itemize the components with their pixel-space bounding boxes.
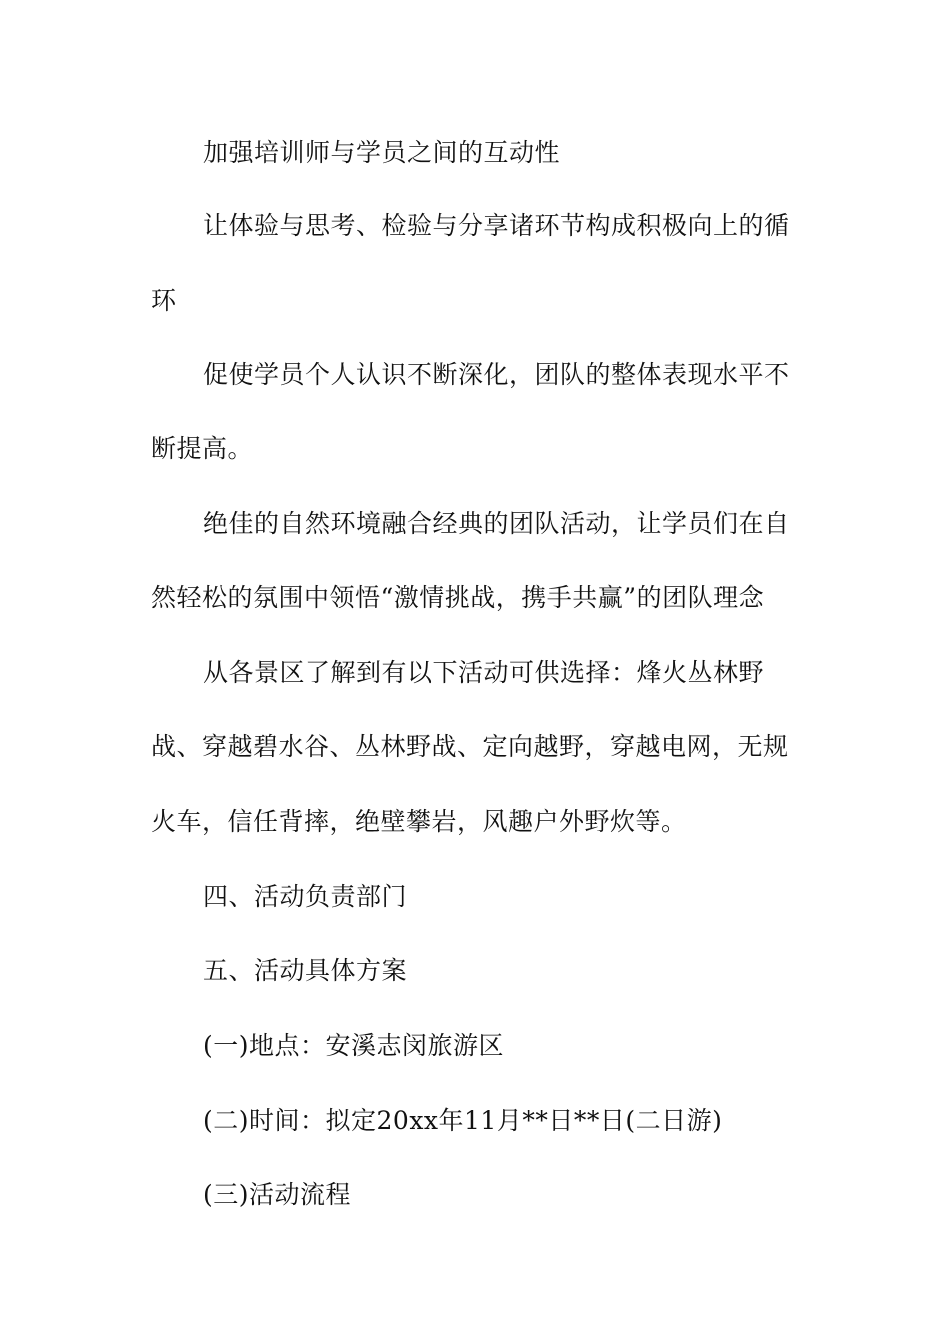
paragraph-line: 战、穿越碧水谷、丛林野战、定向越野，穿越电网，无规 — [151, 732, 789, 761]
paragraph-line: 促使学员个人认识不断深化，团队的整体表现水平不 — [203, 360, 790, 389]
paragraph-line: 让体验与思考、检验与分享诸环节构成积极向上的循 — [203, 211, 790, 240]
paragraph-line: 绝佳的自然环境融合经典的团队活动，让学员们在自 — [203, 509, 790, 538]
paragraph-line: 从各景区了解到有以下活动可供选择：烽火丛林野 — [203, 658, 765, 687]
list-item: (三)活动流程 — [203, 1180, 352, 1209]
list-item: (二)时间：拟定20xx年11月**日**日(二日游) — [203, 1106, 723, 1135]
paragraph-line: 加强培训师与学员之间的互动性 — [203, 138, 561, 167]
paragraph-line: 环 — [151, 286, 177, 315]
section-heading: 四、活动负责部门 — [203, 882, 408, 911]
paragraph-line: 然轻松的氛围中领悟“激情挑战，携手共赢”的团队理念 — [151, 583, 765, 612]
list-item: (一)地点：安溪志闵旅游区 — [203, 1031, 505, 1060]
section-heading: 五、活动具体方案 — [203, 956, 408, 985]
paragraph-line: 断提高。 — [151, 434, 254, 463]
paragraph-line: 火车，信任背摔，绝壁攀岩，风趣户外野炊等。 — [151, 807, 687, 836]
